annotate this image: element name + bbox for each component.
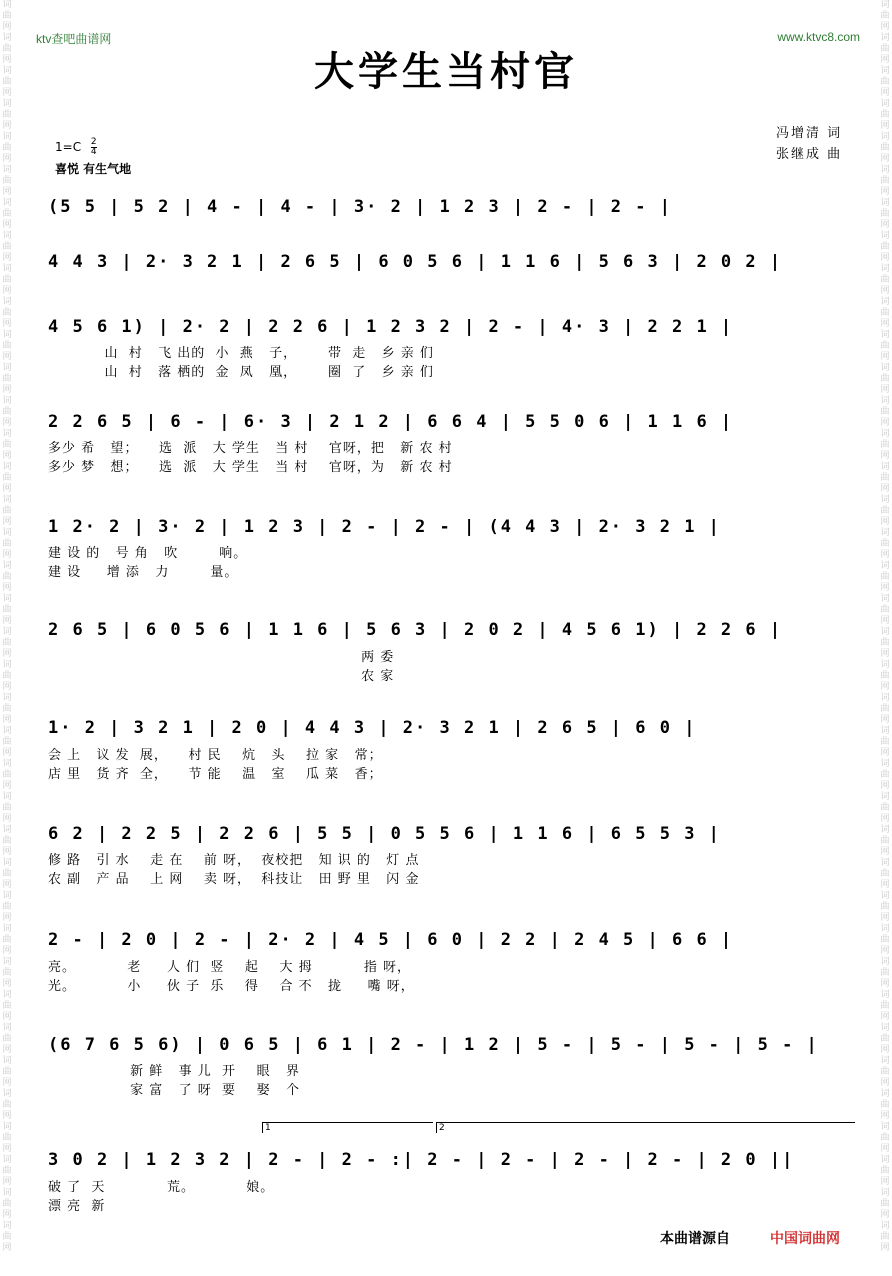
notation-line: 1· 2 | 3 2 1 | 2 0 | 4 4 3 | 2· 3 2 1 | 2 6 5 | 6 0 |	[48, 718, 697, 738]
notation-line: (5 5 | 5 2 | 4 - | 4 - | 3· 2 | 1 2 3 | 2 - | 2 - |	[48, 197, 672, 217]
watermark-right: 词 曲 网 词 曲 网 词 曲 网 词 曲 网 词 曲 网 词 曲 网 词 曲 网 词 曲 网 词 曲 网 词 曲 网 词 曲 网 词 曲 网 词 曲 网 词 曲 网 词 曲 网 词 曲 网 词 曲 网 词 曲 网 词 曲 网 词 曲 网 词 曲 网 词 曲 网 词 曲 网 词 曲 网 词 曲 网 词 曲 网 词 曲 网 词 曲 网 词 曲 网 词 曲 网 词 曲 网 词 曲 网 词 曲 网 词 曲 网 词 曲 网 词 曲 网 词 曲 网 词 曲 网	[880, 0, 890, 1253]
lyric-line: 破 了 天 荒。 娘。	[48, 1180, 275, 1195]
notation-line: 2 2 6 5 | 6 - | 6· 3 | 2 1 2 | 6 6 4 | 5 5 0 6 | 1 1 6 |	[48, 412, 734, 432]
song-title: 大学生当村官	[314, 48, 578, 95]
lyric-line: 亮。 老 人 们 竖 起 大 拇 指 呀，	[48, 960, 412, 975]
site-label-right[interactable]: www.ktvc8.com	[777, 30, 860, 44]
lyric-line: 农 家	[48, 669, 395, 684]
site-label-left[interactable]: ktv查吧曲谱网	[36, 32, 112, 46]
lyric-line: 多少 梦 想； 选 派 大 学生 当 村 官呀，为 新 农 村	[48, 460, 453, 475]
source-site-link[interactable]: 中国词曲网	[770, 1231, 840, 1247]
notation-line: 1 2· 2 | 3· 2 | 1 2 3 | 2 - | 2 - | (4 4 3 | 2· 3 2 1 |	[48, 517, 721, 537]
composer: 张继成 曲	[776, 147, 843, 162]
notation-line: 2 - | 2 0 | 2 - | 2· 2 | 4 5 | 6 0 | 2 2 | 2 4 5 | 6 6 |	[48, 930, 734, 950]
notation-line: 2 6 5 | 6 0 5 6 | 1 1 6 | 5 6 3 | 2 0 2 | 4 5 6 1) | 2 2 6 |	[48, 620, 783, 640]
notation-line: 6 2 | 2 2 5 | 2 2 6 | 5 5 | 0 5 5 6 | 1 1 6 | 6 5 5 3 |	[48, 824, 721, 844]
lyricist: 冯增清 词	[776, 126, 843, 141]
lyric-line: 光。 小 伙 子 乐 得 合 不 拢 嘴 呀，	[48, 979, 415, 994]
lyric-line: 漂 亮 新	[48, 1199, 106, 1214]
time-numerator: 2	[90, 137, 97, 147]
notation-line: 3 0 2 | 1 2 3 2 | 2 - | 2 - :| 2 - | 2 - | 2 - | 2 - | 2 0 ||	[48, 1150, 795, 1170]
time-denominator: 4	[90, 147, 97, 157]
lyric-line: 两 委	[48, 650, 395, 665]
lyric-line: 建 设 的 号 角 吹 响。	[48, 546, 248, 561]
key-signature	[55, 138, 97, 157]
lyric-line: 农 副 产 品 上 网 卖 呀， 科技让 田 野 里 闪 金	[48, 872, 420, 887]
lyric-line: 多少 希 望； 选 派 大 学生 当 村 官呀，把 新 农 村	[48, 441, 453, 456]
lyric-line: 山 村 飞 出的 小 燕 子， 带 走 乡 亲 们	[48, 346, 434, 361]
lyric-line: 修 路 引 水 走 在 前 呀， 夜校把 知 识 的 灯 点	[48, 853, 420, 868]
lyric-line: 会 上 议 发 展， 村 民 炕 头 拉 家 常；	[48, 748, 383, 763]
volta-second-ending: 2	[436, 1122, 855, 1133]
key-label: 1=C	[55, 140, 82, 154]
source-label: 本曲谱源自	[660, 1231, 730, 1247]
tempo-marking: 喜悦 有生气地	[55, 162, 132, 176]
lyric-line: 建 设 增 添 力 量。	[48, 565, 239, 580]
lyric-line: 山 村 落 栖的 金 凤 凰， 圈 了 乡 亲 们	[48, 365, 434, 380]
lyric-line: 新 鲜 事 儿 开 眼 界	[48, 1064, 300, 1079]
notation-line: 4 4 3 | 2· 3 2 1 | 2 6 5 | 6 0 5 6 | 1 1 6 | 5 6 3 | 2 0 2 |	[48, 252, 783, 272]
time-signature	[91, 138, 97, 157]
watermark-left: 词 曲 网 词 曲 网 词 曲 网 词 曲 网 词 曲 网 词 曲 网 词 曲 网 词 曲 网 词 曲 网 词 曲 网 词 曲 网 词 曲 网 词 曲 网 词 曲 网 词 曲 网 词 曲 网 词 曲 网 词 曲 网 词 曲 网 词 曲 网 词 曲 网 词 曲 网 词 曲 网 词 曲 网 词 曲 网 词 曲 网 词 曲 网 词 曲 网 词 曲 网 词 曲 网 词 曲 网 词 曲 网 词 曲 网 词 曲 网 词 曲 网 词 曲 网 词 曲 网 词 曲 网	[2, 0, 12, 1253]
notation-line: (6 7 6 5 6) | 0 6 5 | 6 1 | 2 - | 1 2 | 5 - | 5 - | 5 - | 5 - |	[48, 1035, 819, 1055]
lyric-line: 家 富 了 呀 要 娶 个	[48, 1083, 300, 1098]
volta-first-ending: 1	[262, 1122, 433, 1133]
lyric-line: 店 里 货 齐 全， 节 能 温 室 瓜 菜 香；	[48, 767, 383, 782]
notation-line: 4 5 6 1) | 2· 2 | 2 2 6 | 1 2 3 2 | 2 - | 4· 3 | 2 2 1 |	[48, 317, 734, 337]
